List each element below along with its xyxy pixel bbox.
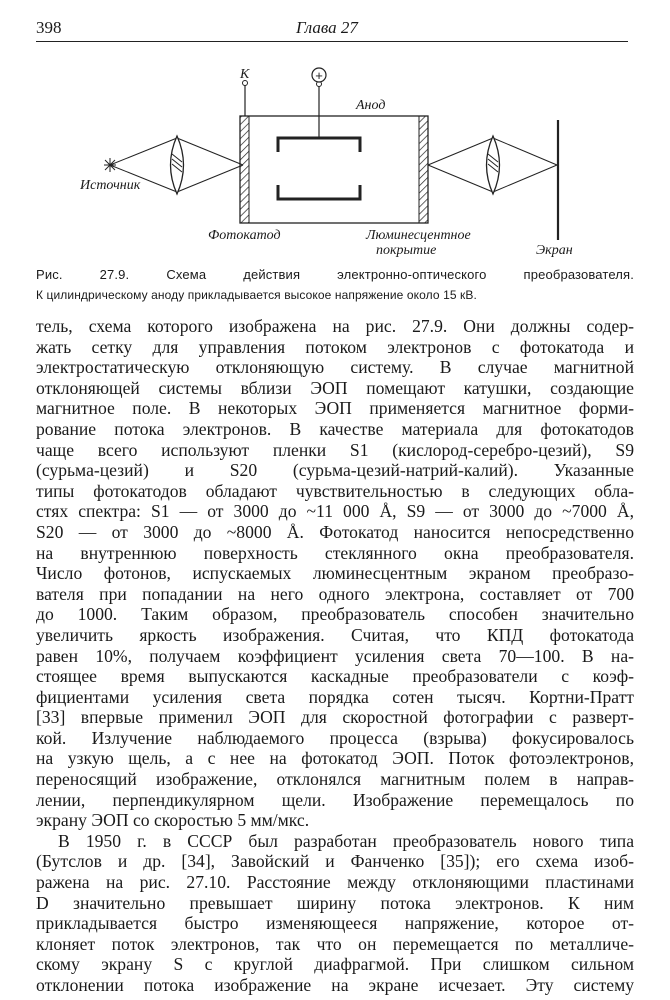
figure-27-9: [80, 58, 600, 268]
text-line: фициентами усиления света порядка сотен тысяч. Кортни-Пратт: [36, 686, 634, 707]
text-line: D значительно превышает ширину потока электронов. К ним: [36, 892, 634, 913]
body-text: [36, 316, 634, 996]
figure-caption: [36, 266, 634, 307]
caption-line: К цилиндрическому аноду прикладывается высокое напряжение около 15 кВ.: [36, 287, 477, 302]
label-luminescent-2: покрытие: [376, 243, 437, 258]
text-line: кой. Излучение наблюдаемого процесса (взрыва) фокусировалось: [36, 727, 634, 748]
text-line: экрану ЭОП со скоростью 5 мм/мкс.: [36, 810, 310, 831]
text-line: отклоняющей системы вблизи ЭОП помещают катушки, создающие: [36, 377, 634, 398]
converter-tube: [240, 81, 428, 224]
text-line: (Бутслов и др. [34], Завойский и Фанченко [35]); его схема изоб-: [36, 851, 634, 872]
text-line: на узкую щель, а с нее на фотокатод ЭОП. Поток фотоэлектронов,: [36, 748, 634, 769]
label-source: Источник: [80, 178, 141, 193]
header-rule: [36, 41, 628, 42]
text-line: стоящее время выпускаются каскадные преобразователи с коэф-: [36, 666, 634, 687]
text-line: до 1000. Таким образом, преобразователь способен значительно: [36, 604, 634, 625]
text-line: прикладывается быстро изменяющееся напряжение, которое от-: [36, 913, 634, 934]
text-line: тель, схема которого изображена на рис. 27.9. Они должны содер-: [36, 316, 634, 336]
label-luminescent-1: Люминесцентное: [366, 228, 471, 243]
text-line: скому экрану S с круглой диафрагмой. При слишком сильном: [36, 954, 634, 975]
svg-text:+: +: [315, 68, 323, 83]
caption-line: Рис. 27.9. Схема действия электронно-оптического преобразователя.: [36, 267, 634, 282]
left-lens-icon: [171, 136, 184, 194]
right-lens-icon: [487, 136, 500, 194]
text-line: магнитное поле. В некоторых ЭОП применяется магнитное форми-: [36, 398, 634, 419]
photocathode-window: [240, 116, 249, 223]
text-line: стях спектра: S1 — от 3000 до ~11 000 Å, S9 — от 3000 до ~7000 Å,: [36, 501, 634, 522]
text-line: чаще всего используют пленки S1 (кислород-серебро-цезий), S9: [36, 439, 634, 460]
text-line: Число фотонов, испускаемых люминесцентным экраном преобразо-: [36, 563, 634, 584]
label-k: К: [240, 67, 250, 82]
luminescent-screen-window: [419, 116, 428, 223]
text-line: отклонении потока изображение на экране исчезает. Эту систему: [36, 975, 634, 995]
plus-terminal-icon: [312, 68, 326, 83]
label-anode: Анод: [356, 98, 386, 113]
text-line: на внутреннюю поверхность стеклянного окна преобразователя.: [36, 542, 634, 563]
chapter-title: Глава 27: [296, 18, 358, 37]
text-line: вателя при попадании на него одного электрона, составляет от 700: [36, 583, 634, 604]
page-number: 398: [36, 18, 62, 37]
text-line: клоняет поток электронов, так что он перемещается по металличе-: [36, 933, 634, 954]
text-line: рование потока электронов. В качестве материала для фотокатодов: [36, 418, 634, 439]
text-line: S20 — от 3000 до ~8000 Å. Фотокатод наносится непосредственно: [36, 521, 634, 542]
text-line: электростатическую отклоняющую систему. В случае магнитной: [36, 357, 634, 378]
label-photocathode: Фотокатод: [208, 228, 281, 243]
anode-upper-electrode: [278, 138, 360, 152]
text-line: лении, перпендикулярном щели. Изображение перемещалось по: [36, 789, 634, 810]
anode-lower-electrode: [278, 185, 360, 199]
text-line: (сурьма-цезий) и S20 (сурьма-цезий-натрий-калий). Указанные: [36, 460, 634, 481]
text-line: увеличить яркость изображения. Считая, что КПД фотокатода: [36, 624, 634, 645]
text-line: жать сетку для управления потоком электронов с фотокатода и: [36, 336, 634, 357]
text-line: [33] впервые применил ЭОП для скоростной фотографии с разверт-: [36, 707, 634, 728]
text-line: равен 10%, получаем коэффициент усиления света 70—100. В на-: [36, 645, 634, 666]
label-screen: Экран: [536, 243, 573, 258]
text-line: переносящий изображение, отклонялся магнитным полем в направ-: [36, 769, 634, 790]
text-line: В 1950 г. в СССР был разработан преобразователь нового типа: [58, 830, 634, 851]
text-line: типы фотокатодов обладают чувствительностью в следующих обла-: [36, 480, 634, 501]
text-line: ражена на рис. 27.10. Расстояние между отклоняющими пластинами: [36, 872, 634, 893]
